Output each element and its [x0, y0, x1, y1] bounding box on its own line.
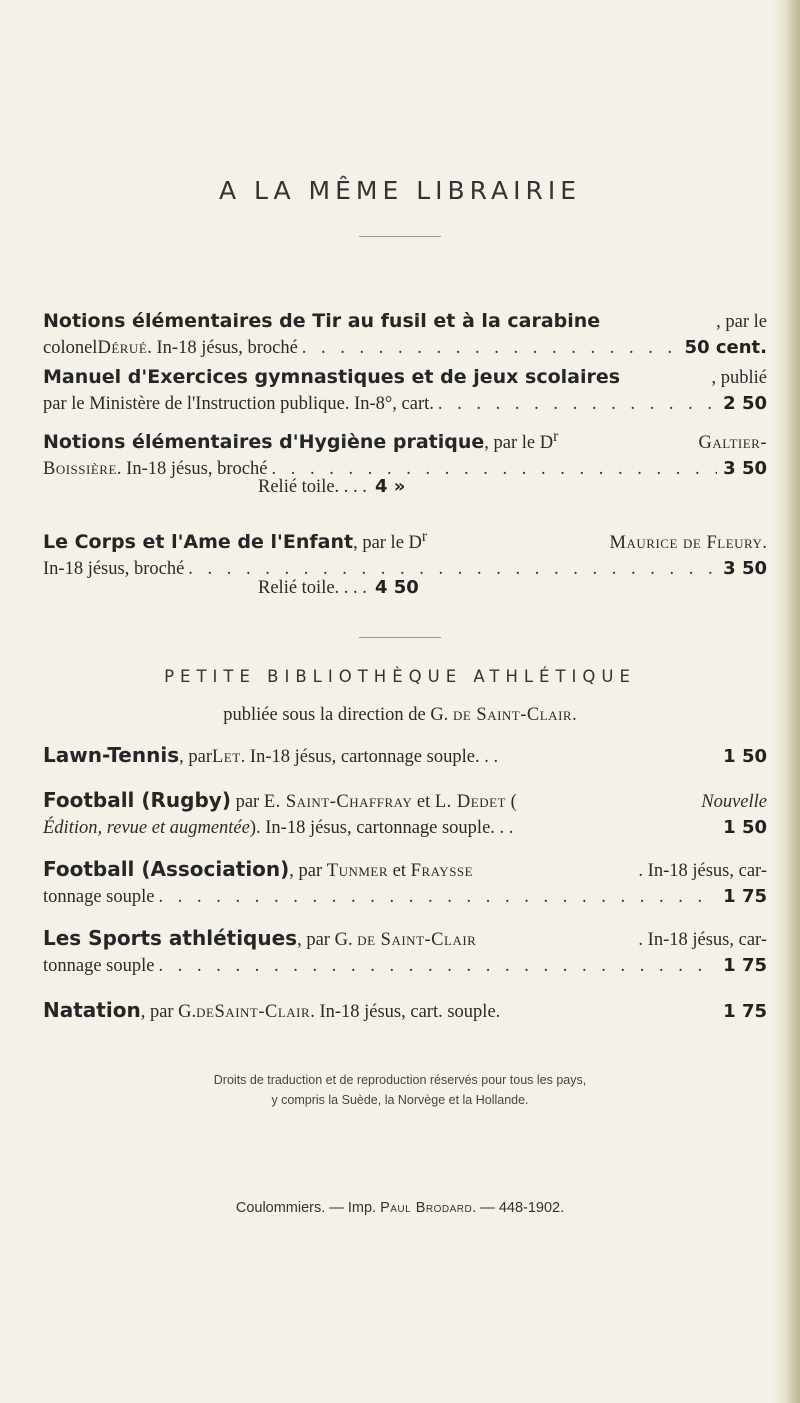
- book-format2: tonnage souple: [43, 956, 155, 976]
- book-author-de: de: [357, 930, 376, 950]
- entry-title: Notions élémentaires de Tir au fusil et à la carabine: [43, 310, 601, 332]
- dot-leader: [298, 336, 679, 361]
- rights-notice: [0, 1070, 800, 1110]
- entry-price: 50 cent.: [684, 337, 767, 358]
- page-heading: A LA MÊME LIBRAIRIE: [218, 176, 582, 205]
- book-price: 1 50: [723, 817, 767, 838]
- relie-label: Relié toile. . . .: [258, 477, 367, 497]
- entry-author: Maurice de Fleury: [609, 533, 763, 554]
- entry-relie-corps-ame: [258, 577, 419, 599]
- book-author: Let: [211, 747, 241, 767]
- entry-format: . In-18 jésus, broché: [147, 338, 298, 358]
- entry-title: Le Corps et l'Ame de l'Enfant: [43, 531, 354, 554]
- rights-line: y compris la Suède, la Norvège et la Hollande.: [271, 1093, 529, 1107]
- book-format: . In-18 jésus, cart. souple.: [310, 1002, 501, 1022]
- book-format2: tonnage souple: [43, 887, 155, 907]
- collection-title: PETITE BIBLIOTHÈQUE ATHLÉTIQUE: [164, 667, 636, 686]
- catalog-entry-tir: [43, 309, 767, 361]
- book-format: ). In-18 jésus, cartonnage souple. . .: [249, 818, 514, 838]
- entry-relie-hygiene: [258, 476, 405, 498]
- book-author-de: de: [196, 1002, 215, 1022]
- entry-by: , par le D: [353, 533, 422, 554]
- relie-price: 4 »: [374, 476, 406, 497]
- entry-by-sup: r: [553, 428, 559, 445]
- imprint-text: Coulommiers. — Imp.: [235, 1200, 381, 1216]
- book-format: . In-18 jésus, cartonnage souple. . .: [240, 747, 499, 767]
- entry-by-end: .: [762, 533, 767, 554]
- imprint: [0, 1200, 800, 1216]
- book-price: 1 75: [723, 1001, 767, 1022]
- entry-by-sup: r: [421, 528, 428, 545]
- book-text: , par: [289, 861, 327, 881]
- book-author2: L. Dedet: [434, 792, 506, 812]
- entry-text: par le Ministère de l'Instruction publique. In-8°, cart.: [43, 394, 434, 414]
- book-text: et: [412, 792, 435, 812]
- book-author: Saint-Clair: [375, 930, 477, 950]
- book-price: 1 75: [723, 886, 767, 907]
- subtitle-editor: Saint-Clair: [471, 705, 573, 725]
- entry-title: Notions élémentaires d'Hygiène pratique: [43, 431, 485, 454]
- book-text: , par G.: [140, 1002, 197, 1022]
- book-title: Football (Association): [43, 857, 290, 881]
- book-lawn-tennis: [43, 743, 767, 770]
- book-edition2: Édition, revue et augmentée: [43, 818, 250, 838]
- entry-format: In-18 jésus, broché: [43, 559, 185, 580]
- catalog-entry-hygiene: [43, 424, 767, 482]
- entry-author: Dérué: [97, 338, 148, 358]
- subtitle-de: de: [452, 705, 472, 725]
- dot-leader: [434, 392, 717, 417]
- entry-price: 3 50: [723, 458, 767, 480]
- relie-label: Relié toile. . . .: [258, 578, 367, 598]
- book-text: par: [230, 792, 264, 812]
- book-title: Lawn-Tennis: [43, 743, 180, 767]
- imprint-number: . — 448-1902.: [472, 1200, 565, 1216]
- rights-line: Droits de traduction et de reproduction réservés pour tous les pays,: [213, 1073, 587, 1087]
- catalog-entry-corps-ame: [43, 524, 767, 582]
- book-edition: Nouvelle: [701, 792, 767, 812]
- book-price: 1 75: [723, 955, 767, 976]
- dot-leader: [155, 885, 718, 910]
- section-rule: [359, 637, 441, 638]
- collection-subtitle: [0, 705, 800, 726]
- book-title: Football (Rugby): [43, 788, 231, 812]
- page-edge-shadow: [772, 0, 800, 1403]
- entry-by: , par le: [716, 312, 767, 332]
- book-author: Saint-Clair: [214, 1002, 311, 1022]
- book-author2: Fraysse: [410, 861, 474, 881]
- book-format: . In-18 jésus, car-: [638, 930, 767, 950]
- book-text: , par: [179, 747, 212, 767]
- book-format: . In-18 jésus, car-: [638, 861, 767, 881]
- book-text: et: [388, 861, 411, 881]
- book-title: Natation: [43, 998, 141, 1022]
- book-text: , par G.: [297, 930, 358, 950]
- book-price: 1 50: [723, 746, 767, 767]
- entry-text: colonel: [43, 338, 98, 358]
- entry-price: 3 50: [723, 558, 767, 580]
- subtitle-text: publiée sous la direction de G.: [223, 705, 453, 725]
- book-author: Tunmer: [326, 861, 389, 881]
- book-text: (: [505, 792, 517, 812]
- book-sports-athletiques: [43, 926, 767, 979]
- subtitle-end: .: [572, 705, 577, 725]
- entry-price: 2 50: [723, 393, 767, 414]
- catalog-entry-gymnastique: [43, 365, 767, 417]
- book-title: Les Sports athlétiques: [43, 926, 298, 950]
- dot-leader: [155, 954, 718, 979]
- entry-author-b: Boissière: [43, 459, 117, 480]
- entry-title: Manuel d'Exercices gymnastiques et de jeux scolaires: [43, 366, 621, 388]
- imprint-printer: Paul Brodard: [380, 1200, 473, 1216]
- book-football-association: [43, 857, 767, 910]
- book-football-rugby: [43, 788, 767, 841]
- heading-rule: [359, 236, 441, 237]
- relie-price: 4 50: [374, 577, 419, 598]
- book-natation: [43, 998, 767, 1025]
- entry-format: . In-18 jésus, broché: [116, 459, 268, 480]
- entry-by: , par le D: [484, 433, 554, 454]
- entry-author-a: Galtier-: [698, 433, 767, 454]
- book-author: E. Saint-Chaffray: [263, 792, 413, 812]
- entry-by: , publié: [711, 368, 767, 388]
